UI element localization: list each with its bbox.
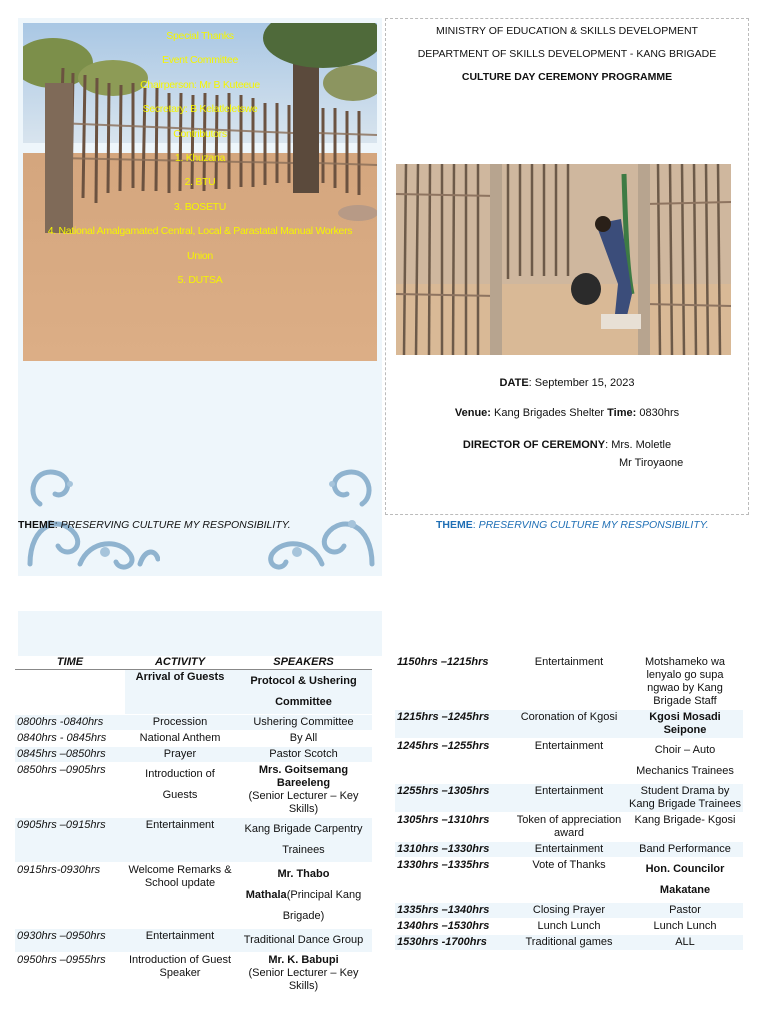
table-row bbox=[395, 739, 743, 784]
thanks-line: Chairperson: Mr B Kuteeue bbox=[140, 78, 260, 91]
row-speakers-cell bbox=[235, 763, 372, 818]
table-row bbox=[395, 858, 743, 903]
department-heading: DEPARTMENT OF SKILLS DEVELOPMENT - KANG BRIGADE bbox=[417, 48, 717, 60]
table-row bbox=[15, 818, 372, 863]
header-time: TIME bbox=[15, 655, 125, 670]
director-value-second: Mr Tiroyaone bbox=[619, 457, 684, 469]
table-row bbox=[15, 747, 372, 763]
table-row bbox=[395, 935, 743, 951]
venue-label: Venue: bbox=[454, 407, 491, 419]
row-activity: Introduction of Guest Speaker bbox=[125, 953, 235, 995]
time-label: Time: bbox=[607, 407, 637, 419]
director-label: DIRECTOR OF CEREMONY bbox=[462, 439, 606, 451]
row-speakers: Student Drama by Kang Brigade Trainees bbox=[627, 784, 743, 813]
table-row bbox=[395, 813, 743, 842]
thanks-line: 5. DUTSA bbox=[177, 274, 223, 287]
swirl-ornament-right bbox=[266, 454, 382, 576]
table-header-row bbox=[15, 655, 372, 670]
time-value: 0830hrs bbox=[636, 407, 680, 419]
row-time: 1305hrs –1310hrs bbox=[395, 813, 511, 842]
row-speakers: Choir – Auto Mechanics Trainees bbox=[627, 739, 743, 784]
table-row bbox=[15, 763, 372, 818]
date-value: : September 15, 2023 bbox=[528, 377, 635, 389]
row-activity: Coronation of Kgosi bbox=[511, 710, 627, 739]
thanks-line: 3. BOSETU bbox=[173, 200, 227, 213]
theme-sep: : bbox=[472, 519, 479, 531]
table-banner bbox=[18, 611, 382, 656]
left-panel bbox=[18, 18, 382, 576]
row-activity: Welcome Remarks & School update bbox=[125, 863, 235, 929]
theme-label: THEME bbox=[18, 519, 55, 531]
row-speakers: Traditional Dance Group bbox=[235, 929, 372, 953]
row-time: 1255hrs –1305hrs bbox=[395, 784, 511, 813]
row-time: 0845hrs –0850hrs bbox=[15, 747, 125, 763]
thanks-line: Union bbox=[187, 249, 213, 262]
theme-label: THEME bbox=[436, 519, 473, 531]
row-time: 1310hrs –1330hrs bbox=[395, 842, 511, 858]
row-activity: Entertainment bbox=[125, 929, 235, 953]
event-date bbox=[385, 377, 749, 389]
row-activity: Procession bbox=[125, 715, 235, 731]
director-of-ceremony bbox=[385, 439, 749, 451]
row-activity: Entertainment bbox=[511, 739, 627, 784]
row-activity: Entertainment bbox=[511, 842, 627, 858]
row-speakers: Pastor Scotch bbox=[235, 747, 372, 763]
table-row bbox=[15, 715, 372, 731]
row-time: 1245hrs –1255hrs bbox=[395, 739, 511, 784]
thanks-line: Secretary: B Kelatleletswe bbox=[142, 103, 258, 116]
theme-left bbox=[18, 519, 291, 531]
theme-sep: : bbox=[54, 519, 61, 531]
row-activity: Arrival of Guests bbox=[125, 670, 235, 715]
thanks-line: Event Committee bbox=[161, 54, 239, 67]
special-thanks bbox=[23, 24, 377, 292]
table-row bbox=[15, 929, 372, 953]
swirl-ornament-left bbox=[20, 454, 160, 576]
row-speakers: By All bbox=[235, 731, 372, 747]
ministry-heading: MINISTRY OF EDUCATION & SKILLS DEVELOPMENT bbox=[436, 25, 698, 37]
row-speakers: Band Performance bbox=[627, 842, 743, 858]
table-row bbox=[395, 903, 743, 919]
thanks-line: 2. BTU bbox=[184, 176, 216, 189]
programme-table-left bbox=[15, 655, 372, 994]
row-speakers: Protocol & Ushering Committee bbox=[235, 670, 372, 715]
row-time: 0915hrs-0930hrs bbox=[15, 863, 125, 929]
row-time: 0950hrs –0955hrs bbox=[15, 953, 125, 995]
row-time bbox=[15, 670, 125, 715]
cooking-photo bbox=[396, 164, 731, 355]
thanks-line: Special Thanks bbox=[166, 30, 234, 42]
header-speakers: SPEAKERS bbox=[235, 655, 372, 670]
speaker-name: Mrs. Goitsemang Bareeleng bbox=[258, 764, 349, 789]
event-venue bbox=[385, 407, 749, 419]
row-activity: Entertainment bbox=[511, 784, 627, 813]
programme-title: CULTURE DAY CEREMONY PROGRAMME bbox=[461, 71, 673, 83]
table-row bbox=[395, 919, 743, 935]
row-time: 0800hrs -0840hrs bbox=[15, 715, 125, 731]
row-activity: Prayer bbox=[125, 747, 235, 763]
row-speakers-cell bbox=[235, 863, 372, 929]
thanks-line: 1. Khuzana bbox=[174, 152, 226, 165]
row-speakers: Ushering Committee bbox=[235, 715, 372, 731]
table-row bbox=[395, 784, 743, 813]
thanks-line: Contributors bbox=[173, 127, 227, 140]
speaker-name: Mr. Thabo Mathala bbox=[245, 868, 330, 901]
row-time: 0840hrs - 0845hrs bbox=[15, 731, 125, 747]
table-row bbox=[395, 842, 743, 858]
speaker-role: (Senior Lecturer – Key Skills) bbox=[248, 967, 359, 992]
thanks-line: 4. National Amalgamated Central, Local & Parastatal Manual Workers bbox=[47, 225, 353, 238]
row-speakers: ALL bbox=[627, 935, 743, 951]
table-row bbox=[15, 670, 372, 715]
table-row bbox=[15, 953, 372, 995]
row-speakers: Kgosi Mosadi Seipone bbox=[627, 710, 743, 739]
row-activity: Traditional games bbox=[511, 935, 627, 951]
row-activity: Token of appreciation award bbox=[511, 813, 627, 842]
row-activity: National Anthem bbox=[125, 731, 235, 747]
row-time: 1330hrs –1335hrs bbox=[395, 858, 511, 903]
speaker-role: (Principal Kang Brigade) bbox=[282, 889, 362, 922]
venue-value: Kang Brigades Shelter bbox=[490, 407, 608, 419]
row-time: 1150hrs –1215hrs bbox=[397, 656, 489, 668]
row-speakers: Pastor bbox=[627, 903, 743, 919]
theme-text: PRESERVING CULTURE MY RESPONSIBILITY. bbox=[60, 519, 291, 531]
row-activity: Introduction of Guests bbox=[125, 763, 235, 818]
row-time: 1335hrs –1340hrs bbox=[395, 903, 511, 919]
row-activity: Entertainment bbox=[534, 656, 604, 668]
row-activity: Vote of Thanks bbox=[511, 858, 627, 903]
speaker-role: (Senior Lecturer – Key Skills) bbox=[248, 790, 359, 815]
speaker-name: Mr. K. Babupi bbox=[268, 954, 339, 966]
row-time: 0850hrs –0905hrs bbox=[15, 763, 125, 818]
row-speakers: Lunch Lunch bbox=[627, 919, 743, 935]
director-value: : Mrs. Moletle bbox=[605, 439, 672, 451]
programme-table-right bbox=[395, 655, 743, 950]
theme-text: PRESERVING CULTURE MY RESPONSIBILITY. bbox=[478, 519, 709, 531]
date-label: DATE bbox=[499, 377, 529, 389]
row-time: 1530hrs -1700hrs bbox=[395, 935, 511, 951]
theme-right bbox=[436, 519, 709, 531]
row-speakers: Kang Brigade Carpentry Trainees bbox=[235, 818, 372, 863]
table-row bbox=[15, 863, 372, 929]
row-speakers-cell bbox=[235, 953, 372, 995]
row-activity: Lunch Lunch bbox=[511, 919, 627, 935]
table-row bbox=[395, 655, 743, 710]
table-row bbox=[395, 710, 743, 739]
row-speakers: Kang Brigade- Kgosi bbox=[627, 813, 743, 842]
row-speakers: Motshameko wa lenyalo go supa ngwao by Kang Brigade Staff bbox=[644, 656, 726, 707]
table-row bbox=[15, 731, 372, 747]
row-time: 1340hrs –1530hrs bbox=[395, 919, 511, 935]
row-activity: Closing Prayer bbox=[511, 903, 627, 919]
row-speakers: Hon. Councilor Makatane bbox=[627, 858, 743, 903]
header-activity: ACTIVITY bbox=[125, 655, 235, 670]
row-time: 0905hrs –0915hrs bbox=[15, 818, 125, 863]
row-time: 0930hrs –0950hrs bbox=[15, 929, 125, 953]
row-time: 1215hrs –1245hrs bbox=[395, 710, 511, 739]
row-activity: Entertainment bbox=[125, 818, 235, 863]
